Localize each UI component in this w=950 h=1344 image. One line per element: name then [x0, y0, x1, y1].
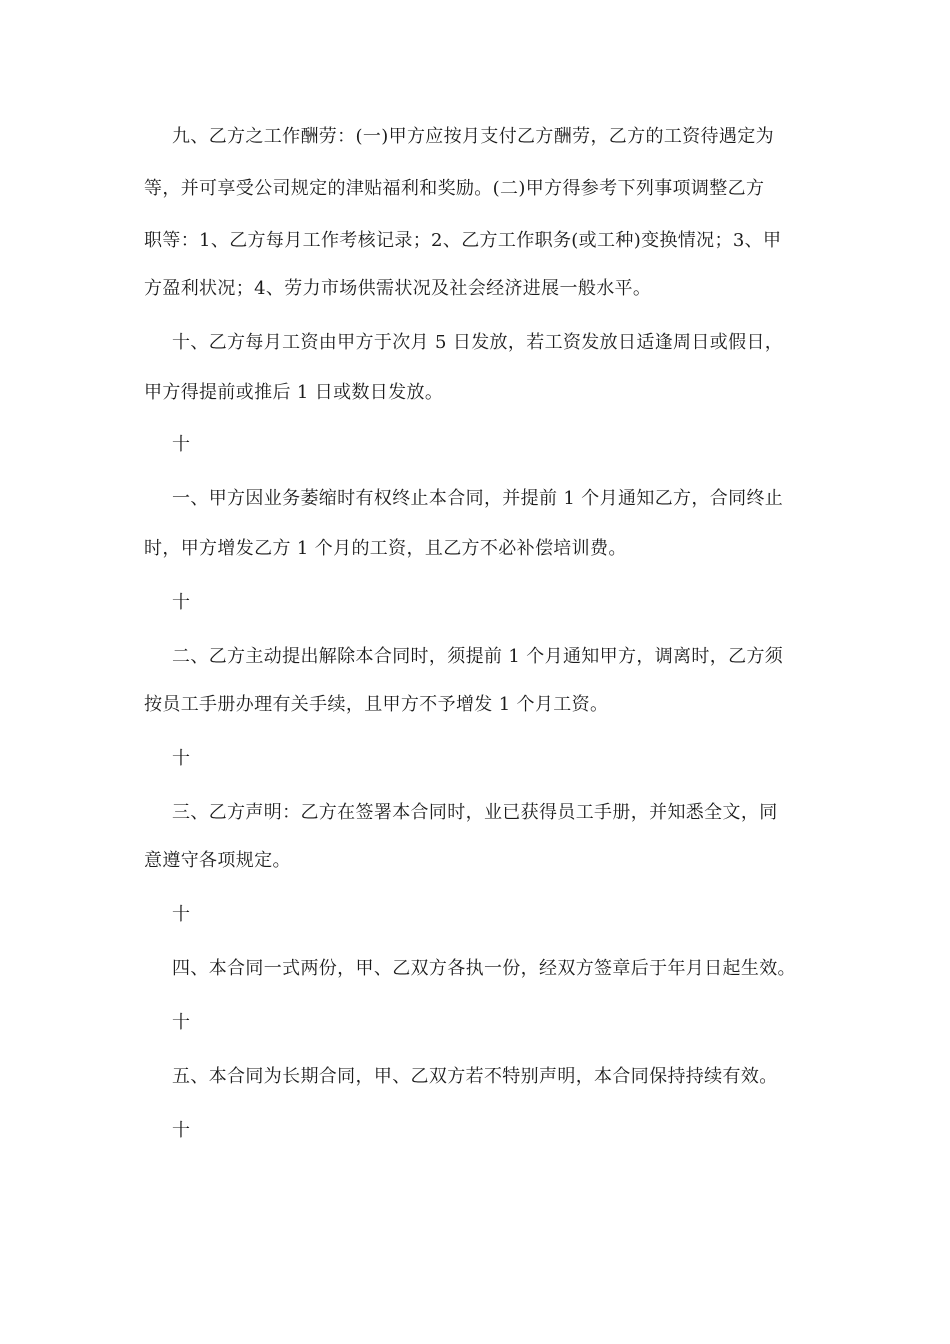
- paragraph-line: 十: [172, 1120, 191, 1141]
- paragraph-line: 意遵守各项规定。: [144, 850, 291, 871]
- paragraph-line: 甲方得提前或推后 1 日或数日发放。: [144, 382, 444, 403]
- paragraph-line: 十: [172, 748, 191, 769]
- paragraph-line: 方盈利状况；4、劳力市场供需状况及社会经济进展一般水平。: [144, 278, 652, 299]
- paragraph-line: 时，甲方增发乙方 1 个月的工资，且乙方不必补偿培训费。: [144, 538, 627, 559]
- paragraph-line: 一、甲方因业务萎缩时有权终止本合同，并提前 1 个月通知乙方，合同终止: [172, 488, 784, 509]
- paragraph-line: 四、本合同一式两份，甲、乙双方各执一份，经双方签章后于年月日起生效。: [172, 958, 796, 979]
- paragraph-line: 三、乙方声明：乙方在签署本合同时，业已获得员工手册，并知悉全文，同: [172, 802, 778, 823]
- paragraph-line: 二、乙方主动提出解除本合同时，须提前 1 个月通知甲方，调离时，乙方须: [172, 646, 784, 667]
- paragraph-line: 等，并可享受公司规定的津贴福利和奖励。(二)甲方得参考下列事项调整乙方: [144, 178, 765, 199]
- paragraph-line: 职等：1、乙方每月工作考核记录；2、乙方工作职务(或工种)变换情况；3、甲: [144, 230, 782, 251]
- paragraph-line: 九、乙方之工作酬劳：(一)甲方应按月支付乙方酬劳，乙方的工资待遇定为: [172, 126, 774, 147]
- paragraph-line: 按员工手册办理有关手续，且甲方不予增发 1 个月工资。: [144, 694, 609, 715]
- paragraph-line: 十: [172, 592, 191, 613]
- paragraph-line: 十: [172, 904, 191, 925]
- paragraph-line: 五、本合同为长期合同，甲、乙双方若不特别声明，本合同保持持续有效。: [172, 1066, 778, 1087]
- paragraph-line: 十: [172, 1012, 191, 1033]
- paragraph-line: 十: [172, 434, 191, 455]
- paragraph-line: 十、乙方每月工资由甲方于次月 5 日发放，若工资发放日适逢周日或假日，: [172, 332, 784, 353]
